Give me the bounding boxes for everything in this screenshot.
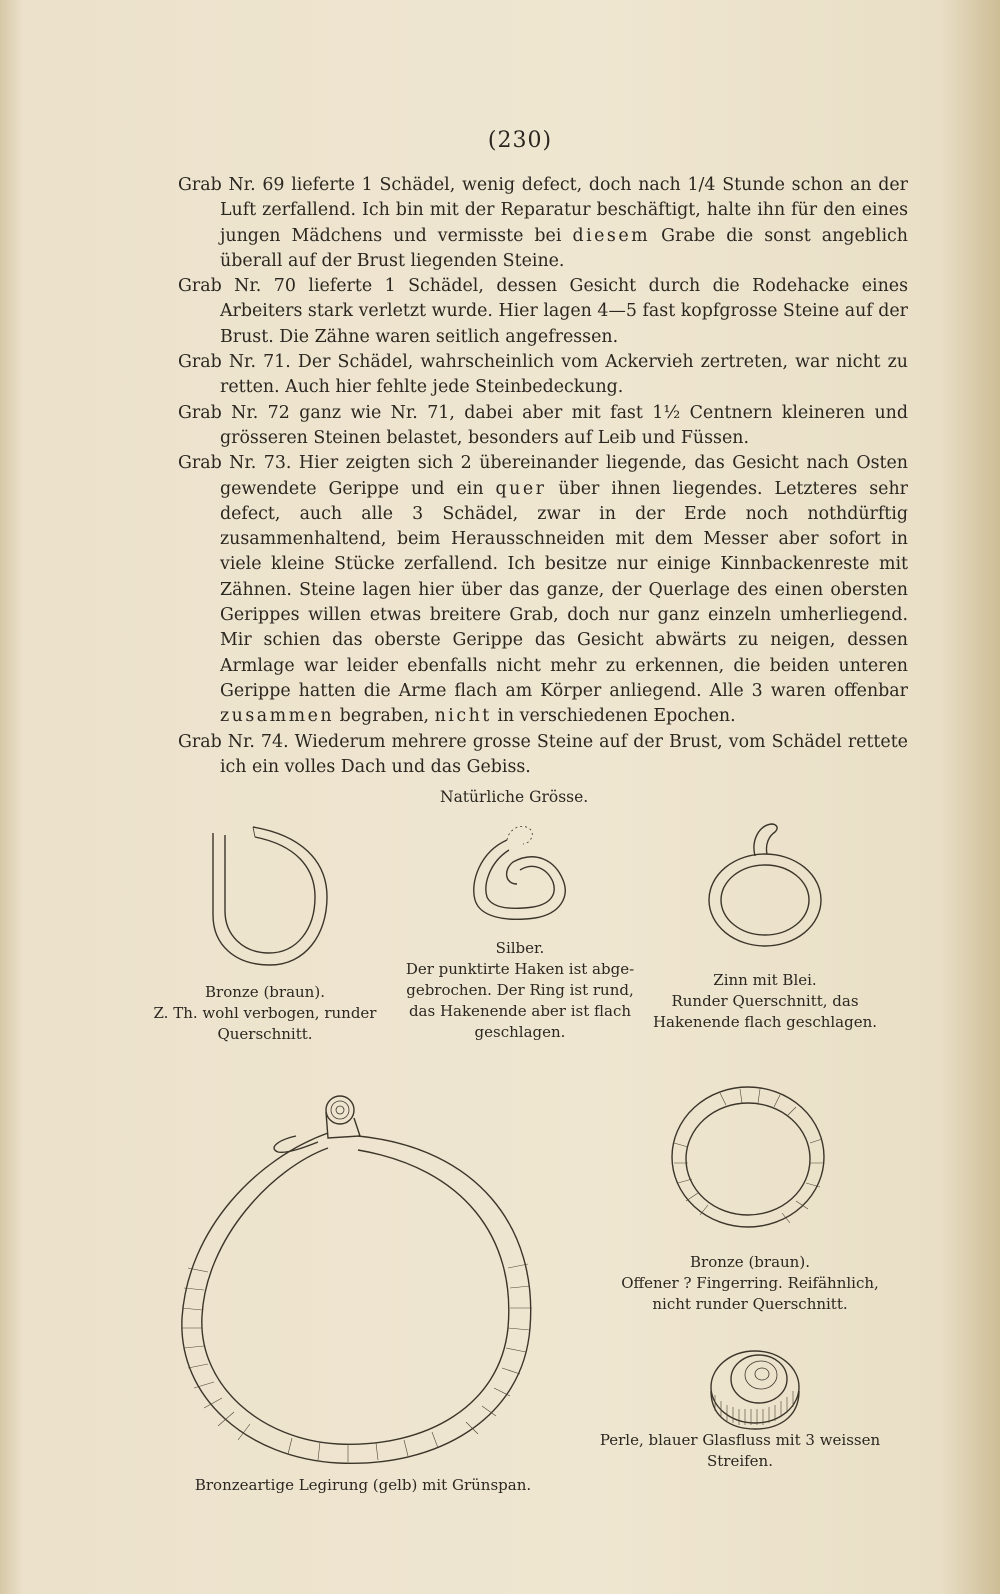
- caption-zinn: Zinn mit Blei. Runder Querschnitt, das Hakenende flach geschlagen.: [652, 971, 878, 1031]
- caption-silber: Silber. Der punktirte Haken ist abge- gebrochen. Der Ring ist rund, das Hakenende aber ist flach geschlagen.: [405, 939, 635, 1041]
- fraction: 1½: [652, 402, 681, 423]
- entry-grab-72: Grab Nr. 72 ganz wie Nr. 71, dabei aber mit fast 1½ Centnern kleineren und grösseren Steinen belastet, besonders auf Leib und Füssen.: [178, 402, 908, 448]
- bronze-finger-ring-illustration: [670, 1083, 830, 1233]
- bronze-open-ring-illustration: [205, 825, 345, 975]
- entry-grab-71: Grab Nr. 71. Der Schädel, wahrscheinlich vom Ackervieh zertreten, war nicht zu retten. Auch hier fehlte jede Steinbedeckung.: [178, 352, 908, 398]
- caption-large-ring: Bronzeartige Legirung (gelb) mit Grünspan.: [194, 1476, 532, 1494]
- tin-lead-ring-illustration: [705, 822, 835, 952]
- entry-grab-73: Grab Nr. 73. Hier zeigten sich 2 übereinander liegende, das Gesicht nach Osten gewendete Gerippe und ein quer über ihnen liegendes. Letzteres sehr defect, auch alle 3 Schädel, zwar in der Erde noch nothdürftig zusammenhaltend, beim Herausschneiden mit dem Messer aber sofort in viele kleine Stücke zerfallend. Ich besitze nur einige Kinnbackenreste mit Zähnen. Steine lagen hier über das ganze, der Querlage des einen obersten Gerippes willen etwas breitere Grab, doch nur ganz einzeln umherliegend. Mir schien das oberste Gerippe das Gesicht abwärts zu neigen, dessen Armlage war leider ebenfalls nicht mehr zu erkennen, die beiden unteren Gerippe hatten die Arme flach am Körper anliegend. Alle 3 waren offenbar zusammen begraben, nicht in verschiedenen Epochen.: [178, 453, 908, 727]
- silver-ring-illustration: [465, 822, 575, 932]
- page-number: (230): [487, 128, 553, 153]
- entry-grab-74: Grab Nr. 74. Wiederum mehrere grosse Steine auf der Brust, vom Schädel rettete ich ein volles Dach und das Gebiss.: [178, 731, 908, 777]
- large-bronze-alloy-ring-illustration: [178, 1088, 558, 1478]
- caption-bronze-ring: Bronze (braun). Offener ? Fingerring. Reifähnlich, nicht runder Querschnitt.: [621, 1253, 879, 1313]
- glass-bead-illustration: [705, 1345, 805, 1435]
- caption-bronze-left: Bronze (braun). Z. Th. wohl verbogen, runder Querschnitt.: [153, 983, 377, 1043]
- caption-perle: Perle, blauer Glasfluss mit 3 weissen Streifen.: [599, 1431, 881, 1470]
- grave-entries: [178, 173, 908, 780]
- fraction: 1/4: [687, 175, 716, 195]
- figures-title: Natürliche Grösse.: [440, 788, 589, 806]
- entry-grab-70: Grab Nr. 70 lieferte 1 Schädel, dessen Gesicht durch die Rodehacke eines Arbeiters stark verletzt wurde. Hier lagen 4—5 fast kopfgrosse Steine auf der Brust. Die Zähne waren seitlich angefressen.: [178, 276, 908, 347]
- entry-grab-69: Grab Nr. 69 lieferte 1 Schädel, wenig defect, doch nach 1/4 Stunde schon an der Luft zerfallend. Ich bin mit der Reparatur beschäftigt, halte ihn für den eines jungen Mädchens und vermisste bei diesem Grabe die sonst angeblich überall auf der Brust liegenden Steine.: [178, 175, 908, 271]
